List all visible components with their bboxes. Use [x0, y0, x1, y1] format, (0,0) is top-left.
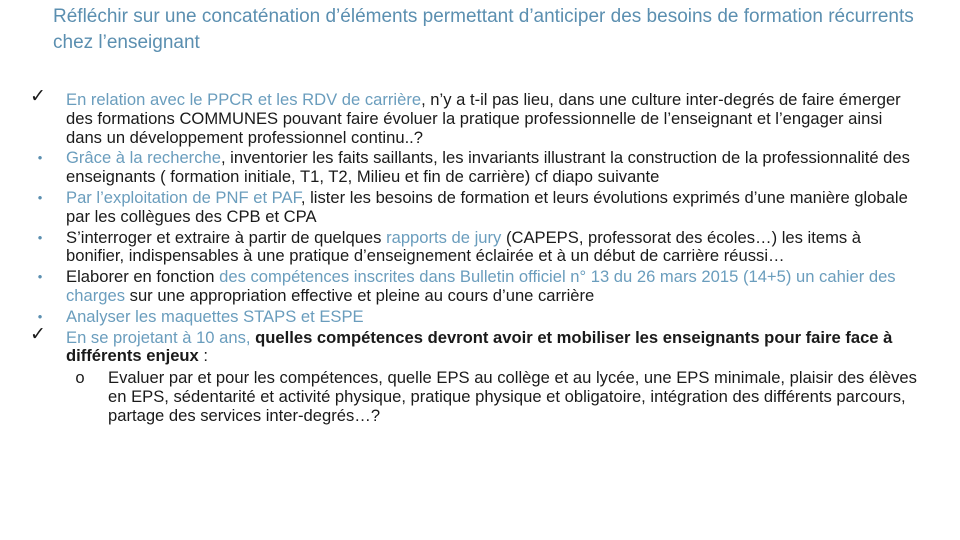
item-text: , inventorier les faits saillants, les invariants illustrant la construction de la professionnalité des enseignants ( formation initiale, T1, T2, Milieu et fin de carrière) cf diapo suivante: [66, 148, 910, 187]
list-item: [0, 268, 960, 306]
checkmark-icon: ✓: [30, 86, 46, 107]
item-highlight: En relation avec le PPCR et les RDV de carrière: [66, 90, 422, 109]
item-highlight: Analyser les maquettes STAPS et ESPE: [66, 306, 364, 326]
bullet-icon: •: [37, 229, 43, 245]
item-highlight: des compétences inscrites dans Bulletin officiel n° 13 du 26 mars 2015 (14+5) un cahier des charges: [66, 267, 896, 305]
item-text: Elaborer en fonction: [66, 267, 220, 287]
sub-item-text: Evaluer par et pour les compétences, quelle EPS au collège et au lycée, une EPS minimale, plaisir des élèves en EPS, sédentarité et activité physique, pratique physique et obligatoire, intégration des différents parcours, partage des services inter-degrés…?: [108, 368, 917, 425]
bullet-list: [0, 86, 960, 426]
item-text: , n’y a t-il pas lieu, dans une culture inter-degrés de faire émerger des formations COMMUNES pouvant faire évoluer la pratique professionnelle de l’enseignant et l’engager ainsi dans un développement professionnel continu..?: [66, 90, 901, 147]
item-text: :: [198, 346, 209, 366]
bullet-icon: •: [37, 150, 43, 166]
list-item: [0, 323, 960, 367]
item-text: (CAPEPS, professorat des écoles…) les items à bonifier, indispensables à une pratique d’enseignement éclairée et à un début de carrière réussi…: [66, 227, 862, 266]
item-text: , lister les besoins de formation et leurs évolutions exprimés d’une manière globale par les collègues des CPB et CPA: [66, 187, 908, 226]
item-text: S’interroger et extraire à partir de quelques: [66, 227, 387, 247]
item-highlight: rapports de jury: [386, 227, 502, 247]
item-highlight: Grâce à la recherche: [66, 148, 221, 168]
item-highlight: En se projetant à 10 ans,: [66, 327, 251, 347]
list-item: [0, 149, 960, 187]
list-item: [0, 86, 960, 147]
checkmark-icon: ✓: [30, 323, 46, 345]
bullet-icon: •: [37, 189, 43, 205]
sub-list-item: [0, 369, 960, 425]
item-bold-text: quelles compétences devront avoir et mobiliser les enseignants pour faire face à différents enjeux: [66, 327, 893, 366]
list-item: [0, 308, 960, 327]
list-item: [0, 229, 960, 267]
slide-title: Réfléchir sur une concaténation d’éléments permettant d’anticiper des besoins de formation récurrents chez l’enseignant: [53, 6, 914, 53]
circle-bullet-icon: o: [75, 368, 85, 388]
list-item: [0, 189, 960, 227]
item-text: sur une appropriation effective et pleine au cours d’une carrière: [125, 285, 595, 305]
item-highlight: Par l’exploitation de PNF et PAF: [66, 187, 301, 207]
bullet-icon: •: [37, 308, 43, 324]
bullet-icon: •: [37, 269, 43, 285]
